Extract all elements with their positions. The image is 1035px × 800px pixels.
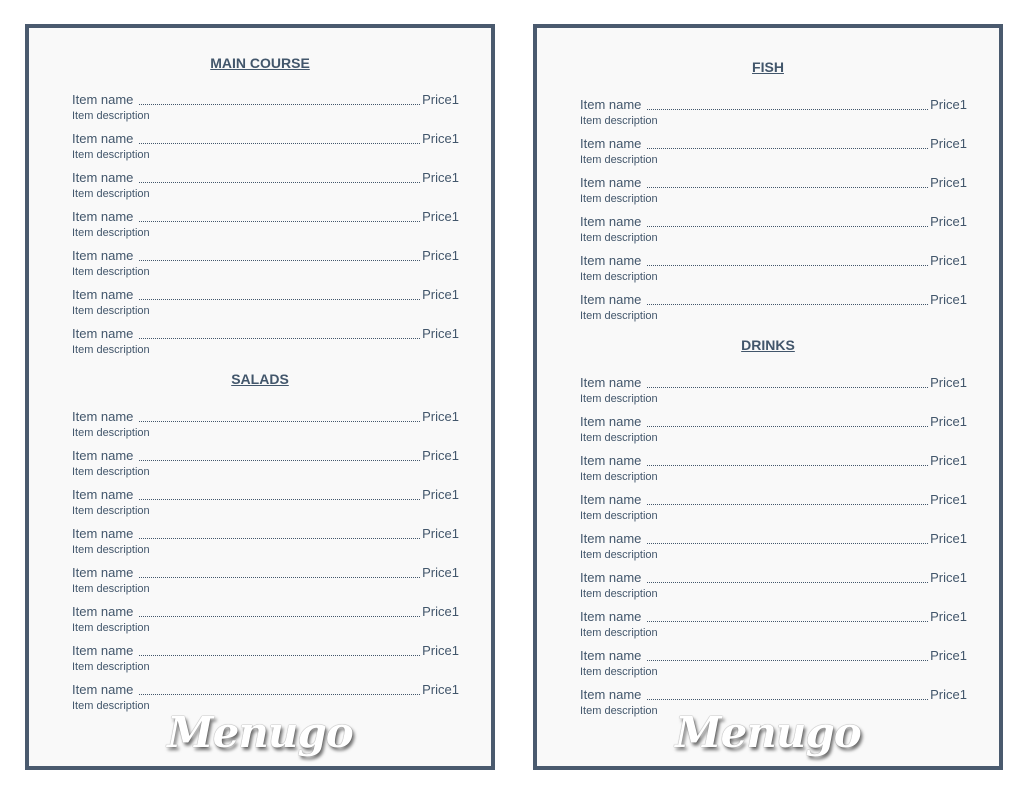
item-name: Item name [580, 570, 642, 585]
section-title-fish: FISH [752, 59, 784, 75]
dot-leader [139, 260, 420, 261]
menu-item [72, 565, 459, 599]
item-description: Item description [72, 466, 150, 478]
item-name: Item name [72, 131, 134, 146]
item-description: Item description [72, 188, 150, 200]
item-price: Price1 [422, 604, 459, 619]
dot-leader [139, 694, 420, 695]
item-price: Price1 [422, 409, 459, 424]
item-description: Item description [72, 305, 150, 317]
menu-item [580, 253, 967, 287]
item-name: Item name [72, 409, 134, 424]
item-name: Item name [72, 487, 134, 502]
item-description: Item description [72, 427, 150, 439]
item-price: Price1 [422, 209, 459, 224]
dot-leader [139, 221, 420, 222]
dot-leader [139, 499, 420, 500]
item-description: Item description [580, 666, 658, 678]
menu-item [72, 209, 459, 243]
menu-item [580, 570, 967, 604]
menu-item [72, 92, 459, 126]
item-description: Item description [72, 661, 150, 673]
dot-leader [647, 621, 928, 622]
menu-item [580, 609, 967, 643]
item-price: Price1 [930, 648, 967, 663]
dot-leader [647, 699, 928, 700]
item-price: Price1 [422, 92, 459, 107]
item-name: Item name [72, 448, 134, 463]
menu-item [580, 136, 967, 170]
item-price: Price1 [930, 253, 967, 268]
item-price: Price1 [930, 136, 967, 151]
item-price: Price1 [930, 687, 967, 702]
item-name: Item name [580, 609, 642, 624]
item-price: Price1 [930, 375, 967, 390]
dot-leader [139, 104, 420, 105]
dot-leader [139, 338, 420, 339]
menu-item [72, 248, 459, 282]
menu-item [72, 131, 459, 165]
item-price: Price1 [930, 414, 967, 429]
dot-leader [139, 299, 420, 300]
item-description: Item description [580, 588, 658, 600]
item-description: Item description [580, 510, 658, 522]
dot-leader [647, 148, 928, 149]
dot-leader [139, 616, 420, 617]
section-title-drinks: DRINKS [741, 337, 795, 353]
menu-item [580, 375, 967, 409]
menu-item [72, 170, 459, 204]
item-name: Item name [72, 565, 134, 580]
dot-leader [647, 304, 928, 305]
menu-item [580, 414, 967, 448]
item-name: Item name [580, 648, 642, 663]
item-description: Item description [580, 271, 658, 283]
item-description: Item description [72, 266, 150, 278]
item-price: Price1 [930, 214, 967, 229]
menu-item [580, 97, 967, 131]
item-name: Item name [580, 175, 642, 190]
item-name: Item name [580, 453, 642, 468]
dot-leader [139, 182, 420, 183]
item-name: Item name [580, 136, 642, 151]
item-price: Price1 [930, 570, 967, 585]
menu-item [72, 448, 459, 482]
menugo-logo: Menugo [167, 708, 353, 757]
item-price: Price1 [930, 292, 967, 307]
item-description: Item description [580, 549, 658, 561]
item-description: Item description [580, 393, 658, 405]
menu-item [580, 453, 967, 487]
item-name: Item name [72, 326, 134, 341]
item-price: Price1 [930, 609, 967, 624]
item-name: Item name [580, 531, 642, 546]
dot-leader [139, 460, 420, 461]
dot-leader [647, 465, 928, 466]
item-price: Price1 [422, 248, 459, 263]
item-price: Price1 [930, 453, 967, 468]
item-price: Price1 [422, 170, 459, 185]
dot-leader [139, 577, 420, 578]
item-price: Price1 [422, 643, 459, 658]
menu-item [72, 526, 459, 560]
item-description: Item description [580, 115, 658, 127]
dot-leader [139, 143, 420, 144]
item-price: Price1 [422, 287, 459, 302]
dot-leader [647, 504, 928, 505]
item-description: Item description [580, 154, 658, 166]
menu-item [72, 487, 459, 521]
item-price: Price1 [422, 565, 459, 580]
item-name: Item name [580, 414, 642, 429]
item-description: Item description [580, 232, 658, 244]
item-name: Item name [580, 253, 642, 268]
menu-item [72, 326, 459, 360]
item-description: Item description [72, 700, 150, 712]
item-name: Item name [580, 687, 642, 702]
item-name: Item name [72, 209, 134, 224]
dot-leader [647, 582, 928, 583]
menu-item [72, 604, 459, 638]
section-title-salads: SALADS [231, 371, 289, 387]
dot-leader [647, 660, 928, 661]
item-description: Item description [580, 705, 658, 717]
item-price: Price1 [422, 526, 459, 541]
item-description: Item description [72, 149, 150, 161]
menu-item [580, 175, 967, 209]
menu-item [580, 292, 967, 326]
item-name: Item name [72, 604, 134, 619]
dot-leader [647, 543, 928, 544]
item-price: Price1 [930, 531, 967, 546]
dot-leader [139, 421, 420, 422]
item-name: Item name [72, 682, 134, 697]
item-name: Item name [72, 643, 134, 658]
menu-item [580, 531, 967, 565]
item-name: Item name [72, 526, 134, 541]
item-description: Item description [72, 110, 150, 122]
dot-leader [139, 655, 420, 656]
item-description: Item description [580, 627, 658, 639]
item-name: Item name [580, 97, 642, 112]
item-description: Item description [72, 622, 150, 634]
dot-leader [647, 426, 928, 427]
item-description: Item description [72, 227, 150, 239]
item-description: Item description [72, 344, 150, 356]
menu-item [72, 287, 459, 321]
item-description: Item description [72, 583, 150, 595]
item-price: Price1 [422, 326, 459, 341]
item-description: Item description [580, 432, 658, 444]
item-name: Item name [72, 92, 134, 107]
menu-item [72, 409, 459, 443]
item-description: Item description [580, 471, 658, 483]
dot-leader [139, 538, 420, 539]
item-name: Item name [72, 248, 134, 263]
item-name: Item name [580, 292, 642, 307]
item-name: Item name [580, 375, 642, 390]
item-name: Item name [72, 287, 134, 302]
dot-leader [647, 265, 928, 266]
item-price: Price1 [930, 175, 967, 190]
item-name: Item name [580, 492, 642, 507]
item-price: Price1 [930, 492, 967, 507]
menugo-logo: Menugo [675, 708, 861, 757]
menu-page-left [25, 24, 495, 770]
dot-leader [647, 387, 928, 388]
menu-item [580, 648, 967, 682]
item-price: Price1 [422, 448, 459, 463]
item-name: Item name [72, 170, 134, 185]
item-price: Price1 [422, 682, 459, 697]
item-description: Item description [580, 193, 658, 205]
item-description: Item description [72, 544, 150, 556]
item-description: Item description [72, 505, 150, 517]
section-title-main-course: MAIN COURSE [210, 55, 310, 71]
dot-leader [647, 109, 928, 110]
menu-item [72, 643, 459, 677]
dot-leader [647, 226, 928, 227]
item-description: Item description [580, 310, 658, 322]
item-price: Price1 [930, 97, 967, 112]
menu-page-right [533, 24, 1003, 770]
menu-item [580, 492, 967, 526]
item-price: Price1 [422, 487, 459, 502]
menu-item [580, 214, 967, 248]
dot-leader [647, 187, 928, 188]
item-price: Price1 [422, 131, 459, 146]
item-name: Item name [580, 214, 642, 229]
